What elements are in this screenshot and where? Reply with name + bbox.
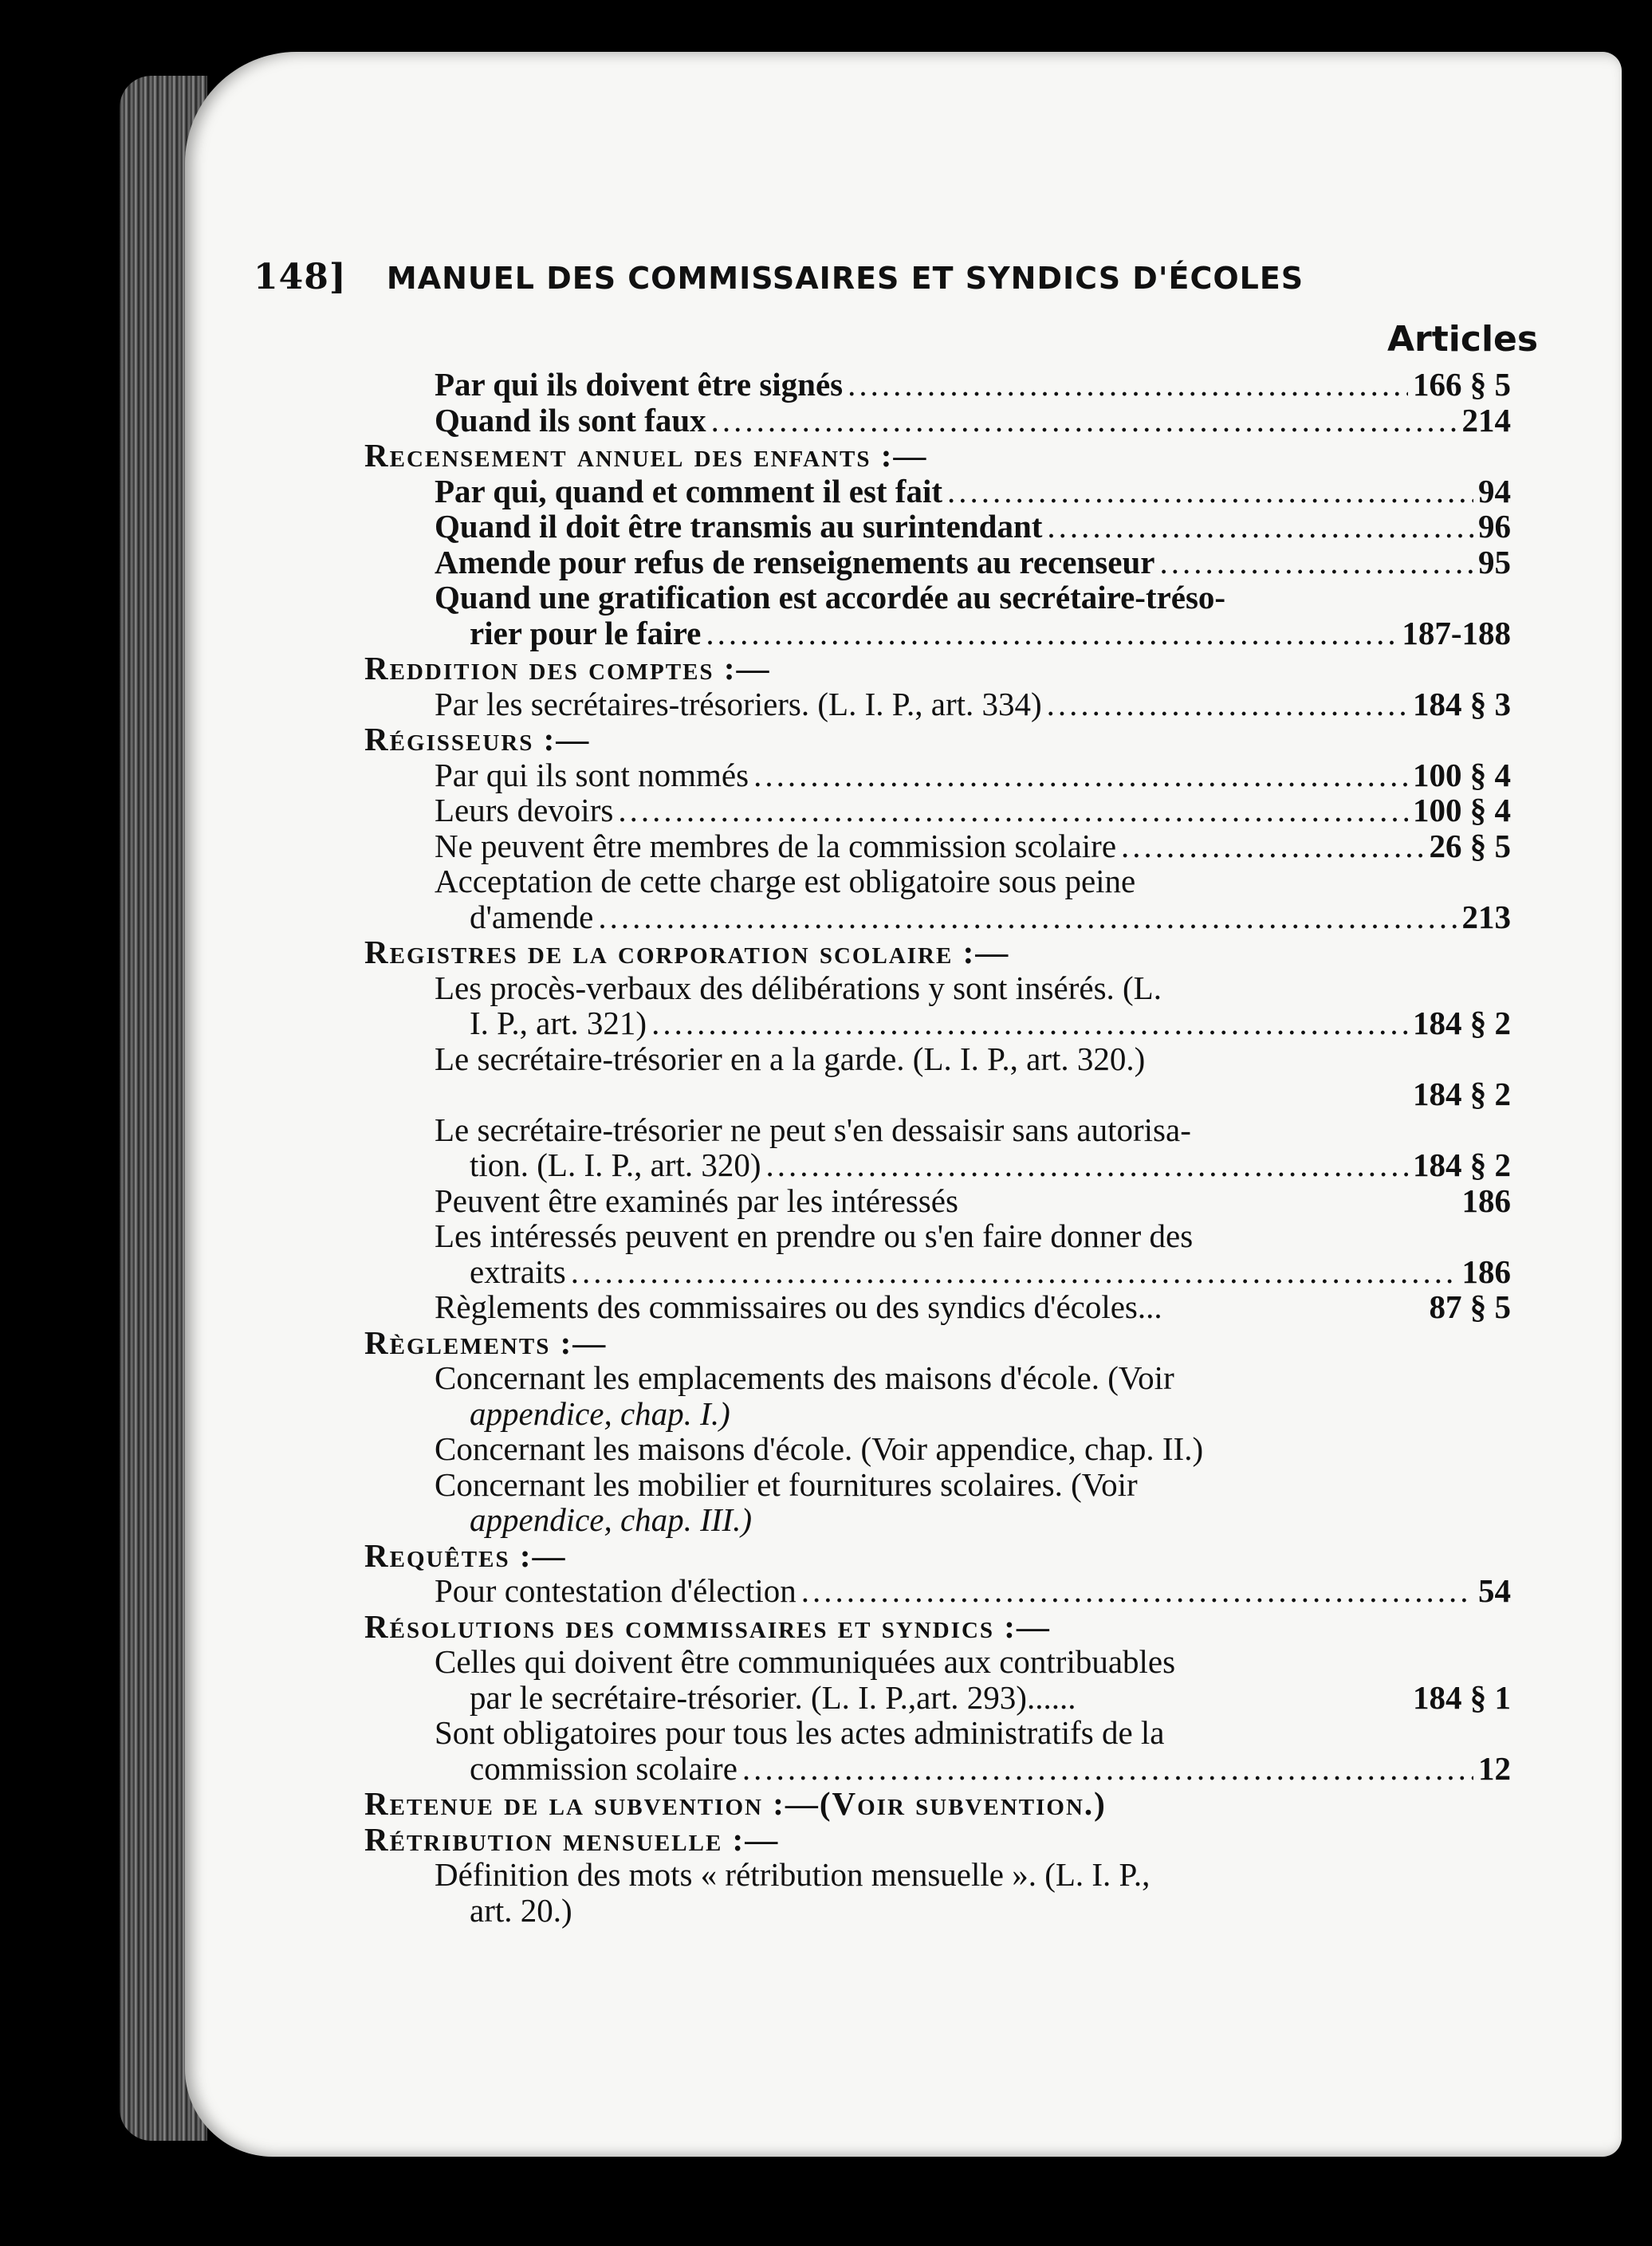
leader-dots: [706, 616, 1397, 651]
index-entry-line: [435, 474, 1511, 509]
entry-text: Par les secrétaires-trésoriers. (L. I. P., art. 334): [435, 685, 1042, 722]
entry-text: I. P., art. 321): [470, 1005, 647, 1041]
entry-text: Leurs devoirs: [435, 792, 614, 828]
entry-text: Quand il doit être transmis au surintendant: [435, 508, 1043, 545]
index-entry-line: [435, 580, 1511, 616]
entry-text: Ne peuvent être membres de la commission scolaire: [435, 827, 1117, 864]
index-entry-line: [435, 828, 1511, 864]
article-reference: 213: [1461, 898, 1511, 935]
article-reference: 184 § 2: [1413, 1076, 1511, 1112]
index-entry-line: [435, 403, 1511, 439]
entry-text: Peuvent être examinés par les intéressés: [435, 1182, 958, 1219]
index-entry-line: [435, 1041, 1511, 1077]
entry-text: Acceptation de cette charge est obligatoire sous peine: [435, 863, 1136, 899]
entry-text: Reddition des comptes :—: [364, 650, 771, 686]
entry-text: Les procès-verbaux des délibérations y sont insérés. (L.: [435, 969, 1162, 1006]
entry-text: Recensement annuel des enfants :—: [364, 437, 928, 474]
running-header: [254, 257, 1513, 297]
leader-dots: [848, 367, 1408, 403]
article-reference: 184 § 2: [1413, 1005, 1511, 1041]
index-entry-line: [435, 1112, 1511, 1148]
index-entry-line: [470, 899, 1511, 935]
article-reference: 186: [1461, 1253, 1511, 1290]
article-reference: 187-188: [1402, 614, 1511, 651]
index-entry-line: [470, 1147, 1511, 1183]
entry-text: appendice, chap. III.): [470, 1501, 753, 1538]
index-entry-line: [470, 1680, 1511, 1716]
index-entry-line: [435, 1573, 1511, 1609]
index-section-heading: [364, 1786, 1511, 1822]
index-entry-line: [435, 509, 1511, 545]
index-entry-line: [435, 793, 1511, 828]
article-reference: 54: [1478, 1572, 1511, 1609]
running-title: MANUEL DES COMMISSAIRES ET SYNDICS D'ÉCOLES: [386, 261, 1304, 296]
entry-text: Concernant les emplacements des maisons d'école. (Voir: [435, 1359, 1174, 1396]
index-entry-line: [435, 1644, 1511, 1680]
index-entry-line: [470, 1254, 1511, 1290]
leader-dots: [598, 899, 1457, 935]
index-entry-line: [470, 1502, 1511, 1538]
index-entry-line: [435, 757, 1511, 793]
leader-dots: [1159, 545, 1473, 580]
index-section-heading: [364, 934, 1511, 970]
article-reference: 87 § 5: [1429, 1288, 1511, 1325]
article-reference: 96: [1478, 508, 1511, 545]
entry-text: Régisseurs :—: [364, 721, 591, 757]
entry-text: Par qui ils doivent être signés: [435, 366, 844, 403]
leader-dots: [742, 1751, 1473, 1787]
leader-dots: [766, 1147, 1408, 1183]
leader-dots: [801, 1573, 1473, 1609]
leader-dots: [947, 474, 1473, 509]
entry-text: Par qui ils sont nommés: [435, 756, 749, 793]
index-entry-line: [470, 616, 1511, 651]
index-entry-line: [470, 1751, 1511, 1787]
index-section-heading: [364, 438, 1511, 474]
entry-text: par le secrétaire-trésorier. (L. I. P.,art. 293)......: [470, 1678, 1076, 1716]
entry-text: Pour contestation d'élection: [435, 1572, 796, 1609]
entry-text: Celles qui doivent être communiquées aux contribuables: [435, 1643, 1176, 1680]
entry-text: extraits: [470, 1253, 566, 1290]
entry-text: Amende pour refus de renseignements au recenseur: [435, 543, 1155, 580]
index-section-heading: [364, 1822, 1511, 1858]
leader-dots: [571, 1254, 1457, 1290]
index-entry-line: [470, 1893, 1511, 1929]
article-reference: 184 § 2: [1413, 1147, 1511, 1183]
entry-text: Concernant les mobilier et fournitures scolaires. (Voir: [435, 1465, 1138, 1503]
entry-text: Retenue de la subvention :—(Voir subvention.): [364, 1785, 1107, 1822]
index-entry-line: [435, 1218, 1511, 1254]
entry-text: Les intéressés peuvent en prendre ou s'en faire donner des: [435, 1217, 1194, 1254]
entry-text: Quand ils sont faux: [435, 401, 706, 439]
leader-dots: [651, 1005, 1408, 1041]
entry-text: Le secrétaire-trésorier ne peut s'en dessaisir sans autorisa-: [435, 1111, 1191, 1148]
article-reference: 186: [1461, 1182, 1511, 1219]
article-reference: 184 § 3: [1413, 685, 1511, 722]
entry-text: Quand une gratification est accordée au secrétaire-tréso-: [435, 579, 1226, 616]
index-section-heading: [364, 1609, 1511, 1645]
leader-dots: [1121, 828, 1424, 864]
leader-dots: [753, 757, 1408, 793]
entry-text: Requêtes :—: [364, 1536, 567, 1574]
entry-text: Rétribution mensuelle :—: [364, 1820, 780, 1858]
article-reference: 100 § 4: [1413, 792, 1511, 828]
entry-text: Définition des mots « rétribution mensuelle ». (L. I. P.,: [435, 1856, 1150, 1893]
entry-text: art. 20.): [470, 1891, 572, 1929]
index-entry-line: [435, 970, 1511, 1006]
index-entry-line: [435, 686, 1511, 722]
entry-text: appendice, chap. I.): [470, 1394, 730, 1432]
entry-text: Règlements :—: [364, 1324, 608, 1361]
column-heading-articles: Articles: [1387, 319, 1539, 360]
leader-dots: [618, 793, 1408, 828]
index-entry-line: [435, 1360, 1511, 1396]
index-entry-line: [435, 367, 1511, 403]
index-entry-line: [435, 1183, 1511, 1219]
index-content: [364, 366, 1511, 1929]
article-reference: 95: [1478, 543, 1511, 580]
article-reference: 214: [1461, 401, 1511, 439]
leader-dots: [711, 403, 1457, 439]
leader-dots: [1047, 509, 1473, 545]
page-number: 148]: [254, 257, 347, 297]
entry-text: Le secrétaire-trésorier en a la garde. (L. I. P., art. 320.): [435, 1040, 1146, 1077]
index-entry-line: [435, 1289, 1511, 1325]
index-entry-line: [435, 545, 1511, 580]
entry-text: tion. (L. I. P., art. 320): [470, 1147, 761, 1183]
entry-text: Sont obligatoires pour tous les actes administratifs de la: [435, 1714, 1165, 1751]
entry-text: Concernant les maisons d'école. (Voir appendice, chap. II.): [435, 1430, 1204, 1467]
entry-text: rier pour le faire: [470, 614, 702, 651]
index-section-heading: [364, 1325, 1511, 1361]
article-reference: 184 § 1: [1413, 1678, 1511, 1716]
index-entry-line: [435, 1467, 1511, 1503]
article-reference: 12: [1478, 1749, 1511, 1787]
entry-text: d'amende: [470, 898, 594, 935]
article-reference: 166 § 5: [1413, 366, 1511, 403]
article-reference: 26 § 5: [1429, 827, 1511, 864]
entry-text: Par qui, quand et comment il est fait: [435, 472, 943, 509]
entry-text: Registres de la corporation scolaire :—: [364, 934, 1010, 970]
index-entry-line: [435, 1857, 1511, 1893]
index-entry-line: [435, 863, 1511, 899]
entry-text: Résolutions des commissaires et syndics :—: [364, 1607, 1051, 1645]
index-section-heading: [364, 651, 1511, 686]
index-entry-line: [435, 1431, 1511, 1467]
index-entry-line: [435, 1715, 1511, 1751]
index-reference-line: [435, 1076, 1511, 1112]
article-reference: 100 § 4: [1413, 756, 1511, 793]
entry-text: Règlements des commissaires ou des syndics d'écoles...: [435, 1288, 1162, 1325]
index-entry-line: [470, 1396, 1511, 1432]
article-reference: 94: [1478, 472, 1511, 509]
leader-dots: [1047, 686, 1408, 722]
index-section-heading: [364, 1538, 1511, 1574]
index-entry-line: [470, 1005, 1511, 1041]
entry-text: commission scolaire: [470, 1749, 738, 1787]
index-section-heading: [364, 722, 1511, 757]
